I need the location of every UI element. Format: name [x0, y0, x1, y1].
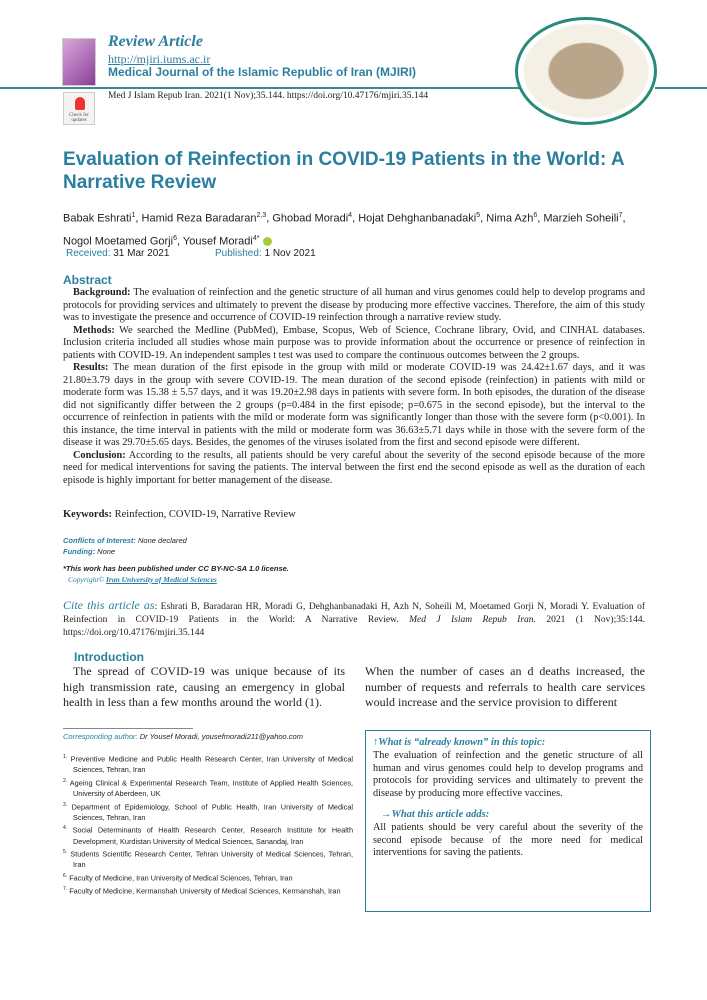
- affiliation-item: [63, 847, 353, 871]
- affiliation-item: [63, 800, 353, 824]
- affiliation-text: Students Scientific Research Center, Tehran University of Medical Sciences, Tehran, Iran: [70, 849, 353, 870]
- author-affiliation-number: 2,3: [256, 212, 267, 219]
- copyright-link[interactable]: Iran University of Medical Sciences: [106, 575, 217, 584]
- affiliation-text: Faculty of Medicine, Kermanshah University of Medical Sciences, Kermanshah, Iran: [69, 886, 341, 896]
- cite-this-article: Cite this article as: Eshrati B, Baradaran HR, Moradi G, Dehghanbanadaki H, Azh N, Soheili M, Moetamed Gorji N, Moradi Y. Evaluation of Reinfection in COVID-19 Patients in the World: A Narrative Review. Med J Islam Repub Iran. 2021 (1 Nov);35:144. https://doi.org/10.47176/mjiri.35.144: [63, 598, 645, 638]
- article-type: Review Article: [108, 33, 203, 50]
- author-affiliation-number: 4: [348, 212, 353, 219]
- author-list: Babak Eshrati$^1$, Hamid Reza Baradaran$^{2,3}$, Ghobad Moradi$^4$, Hojat Dehghanbanadaki$^5$, Nima Azh$^6$, Marzieh Soheili$^7$, Nogol Moetamed Gorji$^6$, Yousef Moradi$^{4*}$: [63, 212, 626, 248]
- check-for-updates-button[interactable]: [63, 92, 95, 125]
- published-date: Published: 1 Nov 2021: [215, 248, 316, 259]
- abstract-results: Results: The mean duration of the first episode in the group with mild or moderate COVID-19 was 24.42±1.67 days, and it was 21.80±3.79 days in the group with severe COVID-19. The mean duration of the second episode (reinfection) in patients with mild or moderate form was 15.38 ± 5.57 days, and it was 19.20±2.98 days in patients with severe form. In both episodes, the duration of the disease did not significantly differ between the 2 groups (p=0.484 in the first episode; p=0.675 in the second episode), but the interval to the occurrence of reinfection in patients with the mild or moderate form was significantly longer than those with the severe form (p<0.001). In this instance, the time interval in patients with the mild or moderate form was 36.63±5.71 days while in those with the severe form of the disease it was 29.70±5.65 days. Besides, the genomes of the viruses isolated from the first and second episode were different.: [63, 362, 645, 448]
- key-points-box: [365, 730, 651, 912]
- author-affiliation-number: 6: [533, 212, 538, 219]
- introduction-left-column: The spread of COVID-19 was unique because of its high transmission rate, causing an emergency in global health in less than a few months around the world (1).: [63, 664, 345, 709]
- affiliation-number: 6.: [63, 873, 68, 880]
- affiliation-number: 7.: [63, 886, 68, 893]
- abstract-methods: Methods: We searched the Medline (PubMed), Embase, Scopus, Web of Science, Cochrane library, Ovid, and CINHAL databases. Inclusion criteria included all studies whose main purpose was to provide information about the occurrence or presence of reinfection in patients with COVID-19. An independent samples t test was used to compare the continuous outcomes between the 2 groups.: [63, 324, 645, 361]
- conflicts-funding: Conflicts of Interest: None declared Funding: None: [63, 536, 187, 556]
- adds-heading: →What this article adds:: [381, 808, 490, 820]
- header-rule: [0, 87, 520, 89]
- affiliation-text: Social Determinants of Health Research Center, Research Institute for Health Development, Kurdistan University of Medical Sciences, Sanandaj, Iran: [72, 825, 354, 846]
- license: *This work has been published under CC BY-NC-SA 1.0 license. Copyright© Iran University of Medical Sciences: [63, 564, 289, 584]
- received-date: Received: 31 Mar 2021: [66, 248, 170, 259]
- author: Nogol Moetamed Gorji: [63, 235, 174, 248]
- author-affiliation-number: 6: [173, 234, 177, 242]
- journal-url-link[interactable]: http://mjiri.iums.ac.ir: [108, 52, 211, 66]
- affiliation-item: [63, 776, 353, 800]
- affiliation-item: [63, 871, 353, 884]
- affiliation-text: Faculty of Medicine, Iran University of Medical Sciences, Tehran, Iran: [69, 873, 293, 883]
- check-updates-label: Check for updates: [69, 113, 89, 123]
- affiliation-item: [63, 752, 353, 776]
- adds-text: All patients should be very careful about the severity of the second episode because of the more need for medical interventions for saving the patients.: [373, 821, 643, 859]
- known-heading: ↑What is “already known” in this topic:: [373, 737, 546, 748]
- affiliations-list: [63, 752, 353, 897]
- author: Babak Eshrati: [63, 212, 132, 225]
- abstract-body: [63, 287, 645, 487]
- corresponding-author: Corresponding author: Dr Yousef Moradi, yousefmoradi211@yahoo.com: [63, 732, 303, 741]
- author: Nima Azh: [486, 212, 534, 225]
- author-affiliation-number: 4*: [252, 234, 260, 242]
- introduction-right-column: When the number of cases an d deaths increased, the number of requests and referrals to health care services would increase and the service provision to different: [365, 664, 645, 709]
- university-logo: [62, 38, 96, 86]
- abstract-heading: Abstract: [63, 273, 112, 287]
- footnote-rule: [63, 728, 193, 729]
- orcid-icon[interactable]: [263, 237, 272, 246]
- introduction-heading: Introduction: [74, 650, 144, 664]
- affiliation-text: Preventive Medicine and Public Health Research Center, Iran University of Medical Sciences, Tehran, Iran: [70, 754, 353, 775]
- page-title: Evaluation of Reinfection in COVID-19 Patients in the World: A Narrative Review: [63, 149, 624, 193]
- affiliation-number: 5.: [63, 849, 68, 856]
- author-affiliation-number: 1: [131, 212, 136, 219]
- author-affiliation-number: 5: [476, 212, 481, 219]
- abstract-background: Background: The evaluation of reinfection and the genetic structure of all human and virus genomes could help to develop programs and protocols for providing services and ultimately to prevent the disease by producing more effective vaccines. Therefore, the aim of this study was to investigate the presence and occurrence of COVID-19 reinfection through a narrative review study.: [63, 287, 645, 323]
- keywords: Keywords: Reinfection, COVID-19, Narrative Review: [63, 509, 296, 520]
- affiliation-number: 2.: [63, 777, 68, 784]
- author: Ghobad Moradi: [272, 212, 349, 225]
- affiliation-number: 1.: [63, 754, 68, 760]
- header-citation: Med J Islam Repub Iran. 2021(1 Nov);35.144. https://doi.org/10.47176/mjiri.35.144: [108, 91, 429, 101]
- bookmark-icon: [75, 97, 85, 110]
- author: Marzieh Soheili: [543, 212, 619, 225]
- abstract-conclusion: Conclusion: According to the results, all patients should be very careful about the severity of the second episode because of the more need for medical interventions for saving the patients. The interval between the first end the second episode as well as the duration of each episode is highly important for better management of the disease.: [63, 449, 645, 486]
- affiliation-number: 3.: [63, 801, 68, 808]
- affiliation-text: Ageing Clinical & Experimental Research Team, Institute of Applied Health Sciences, University of Aberdeen, UK: [69, 778, 353, 798]
- journal-seal-logo: [515, 17, 657, 125]
- affiliation-text: Department of Epidemiology, School of Public Health, Iran University of Medical Sciences, Tehran, Iran: [71, 802, 353, 822]
- known-text: The evaluation of reinfection and the genetic structure of all human and virus genomes could help to develop programs and protocols for providing services and ultimately to prevent the disease by producing more effective vaccines.: [373, 749, 643, 800]
- author-affiliation-number: 7: [618, 212, 623, 219]
- affiliation-item: [63, 823, 353, 847]
- author: Hojat Dehghanbanadaki: [358, 212, 477, 225]
- journal-name: Medical Journal of the Islamic Republic of Iran (MJIRI): [108, 65, 417, 79]
- affiliation-number: 4.: [63, 825, 68, 832]
- header-rule: [655, 87, 707, 89]
- author: Hamid Reza Baradaran: [141, 212, 257, 225]
- affiliation-item: [63, 884, 353, 897]
- author: Yousef Moradi: [182, 235, 253, 248]
